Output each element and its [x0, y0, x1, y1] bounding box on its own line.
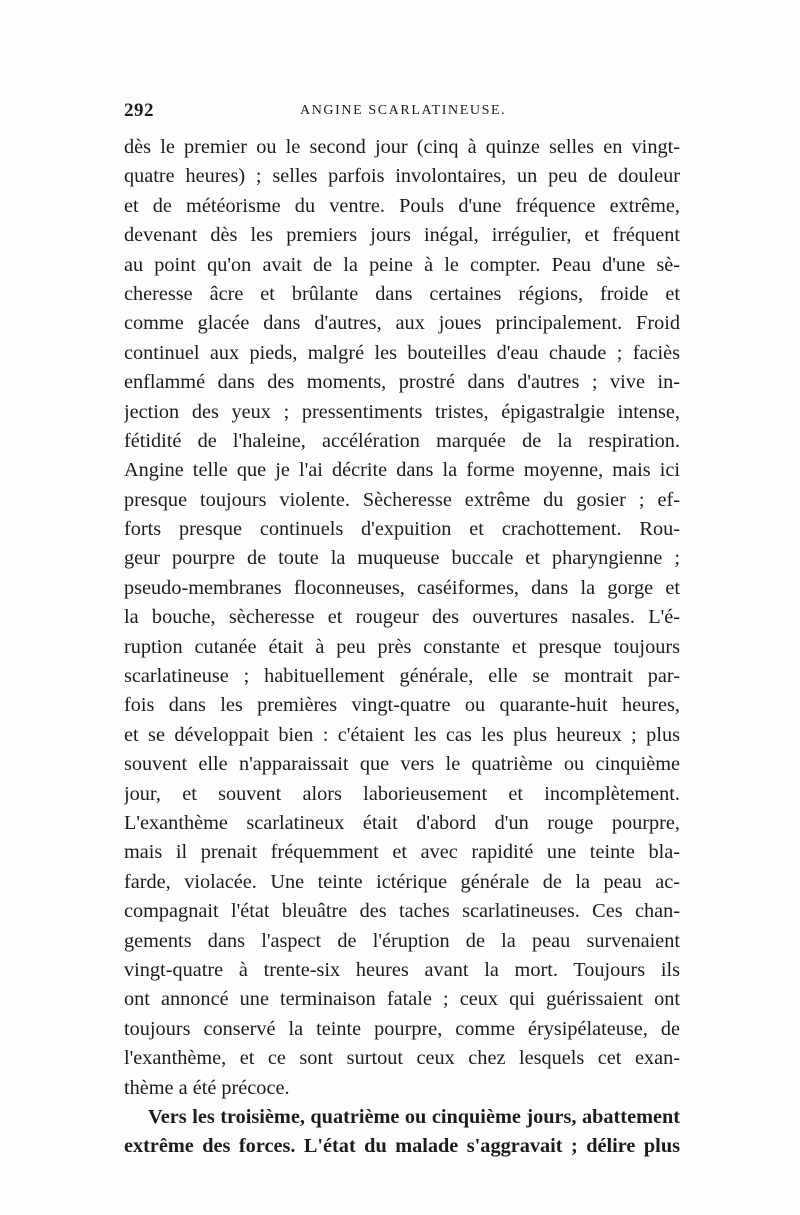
text-line: toujours conservé la teinte pourpre, comme érysipélateuse, de [124, 1017, 680, 1040]
text-line: jection des yeux ; pressentiments tristes, épigastralgie intense, [124, 400, 680, 423]
text-line: souvent elle n'apparaissait que vers le quatrième ou cinquième [124, 753, 680, 776]
text-line: jour, et souvent alors laborieusement et incomplètement. [124, 782, 680, 805]
text-line: ruption cutanée était à peu près constante et presque toujours [124, 635, 680, 658]
text-line: thème a été précoce. [124, 1076, 290, 1099]
text-line: quatre heures) ; selles parfois involontaires, un peu de douleur [124, 165, 680, 188]
text-line: devenant dès les premiers jours inégal, irrégulier, et fréquent [124, 224, 680, 247]
text-line: scarlatineuse ; habituellement générale, elle se montrait par- [124, 665, 680, 688]
text-line: dès le premier ou le second jour (cinq à quinze selles en vingt- [124, 136, 680, 158]
text-line: et se développait bien : c'étaient les cas les plus heureux ; plus [124, 723, 680, 746]
text-line: Vers les troisième, quatrième ou cinquième jours, abattement [148, 1105, 680, 1128]
running-header [124, 100, 680, 124]
text-line: fétidité de l'haleine, accélération marquée de la respiration. [124, 429, 680, 452]
text-line: farde, violacée. Une teinte ictérique générale de la peau ac- [124, 870, 680, 893]
text-line: forts presque continuels d'expuition et crachottement. Rou- [124, 518, 680, 541]
text-line: geur pourpre de toute la muqueuse buccale et pharyngienne ; [124, 547, 680, 570]
text-line: cheresse âcre et brûlante dans certaines régions, froide et [124, 282, 680, 305]
text-line: L'exanthème scarlatineux était d'abord d'un rouge pourpre, [124, 811, 680, 834]
text-line: compagnait l'état bleuâtre des taches scarlatineuses. Ces chan- [124, 900, 680, 923]
text-line: au point qu'on avait de la peine à le compter. Peau d'une sè- [124, 253, 680, 276]
text-line: presque toujours violente. Sècheresse extrême du gosier ; ef- [124, 488, 680, 511]
text-line: l'exanthème, et ce sont surtout ceux chez lesquels cet exan- [124, 1047, 680, 1070]
text-line: Angine telle que je l'ai décrite dans la forme moyenne, mais ici [124, 459, 680, 482]
text-line: extrême des forces. L'état du malade s'aggravait ; délire plus [124, 1135, 680, 1158]
text-line: continuel aux pieds, malgré les bouteilles d'eau chaude ; faciès [124, 341, 680, 364]
text-line: la bouche, sècheresse et rougeur des ouvertures nasales. L'é- [124, 606, 680, 629]
text-line: vingt-quatre à trente-six heures avant la mort. Toujours ils [124, 958, 680, 981]
text-line: gements dans l'aspect de l'éruption de la peau survenaient [124, 929, 680, 952]
paragraph-1 [124, 133, 680, 1103]
text-line: et de météorisme du ventre. Pouls d'une fréquence extrême, [124, 194, 680, 217]
running-title: ANGINE SCARLATINEUSE. [300, 103, 507, 118]
page-number: 292 [124, 100, 154, 121]
text-line: fois dans les premières vingt-quatre ou quarante-huit heures, [124, 694, 680, 717]
text-line: pseudo-membranes floconneuses, caséiformes, dans la gorge et [124, 576, 680, 599]
body-text [124, 133, 680, 1162]
text-line: mais il prenait fréquemment et avec rapidité une teinte bla- [124, 841, 680, 864]
text-line: ont annoncé une terminaison fatale ; ceux qui guérissaient ont [124, 988, 680, 1011]
text-line: enflammé dans des moments, prostré dans d'autres ; vive in- [124, 371, 680, 394]
paragraph-2 [124, 1103, 680, 1162]
text-line: comme glacée dans d'autres, aux joues principalement. Froid [124, 312, 680, 335]
